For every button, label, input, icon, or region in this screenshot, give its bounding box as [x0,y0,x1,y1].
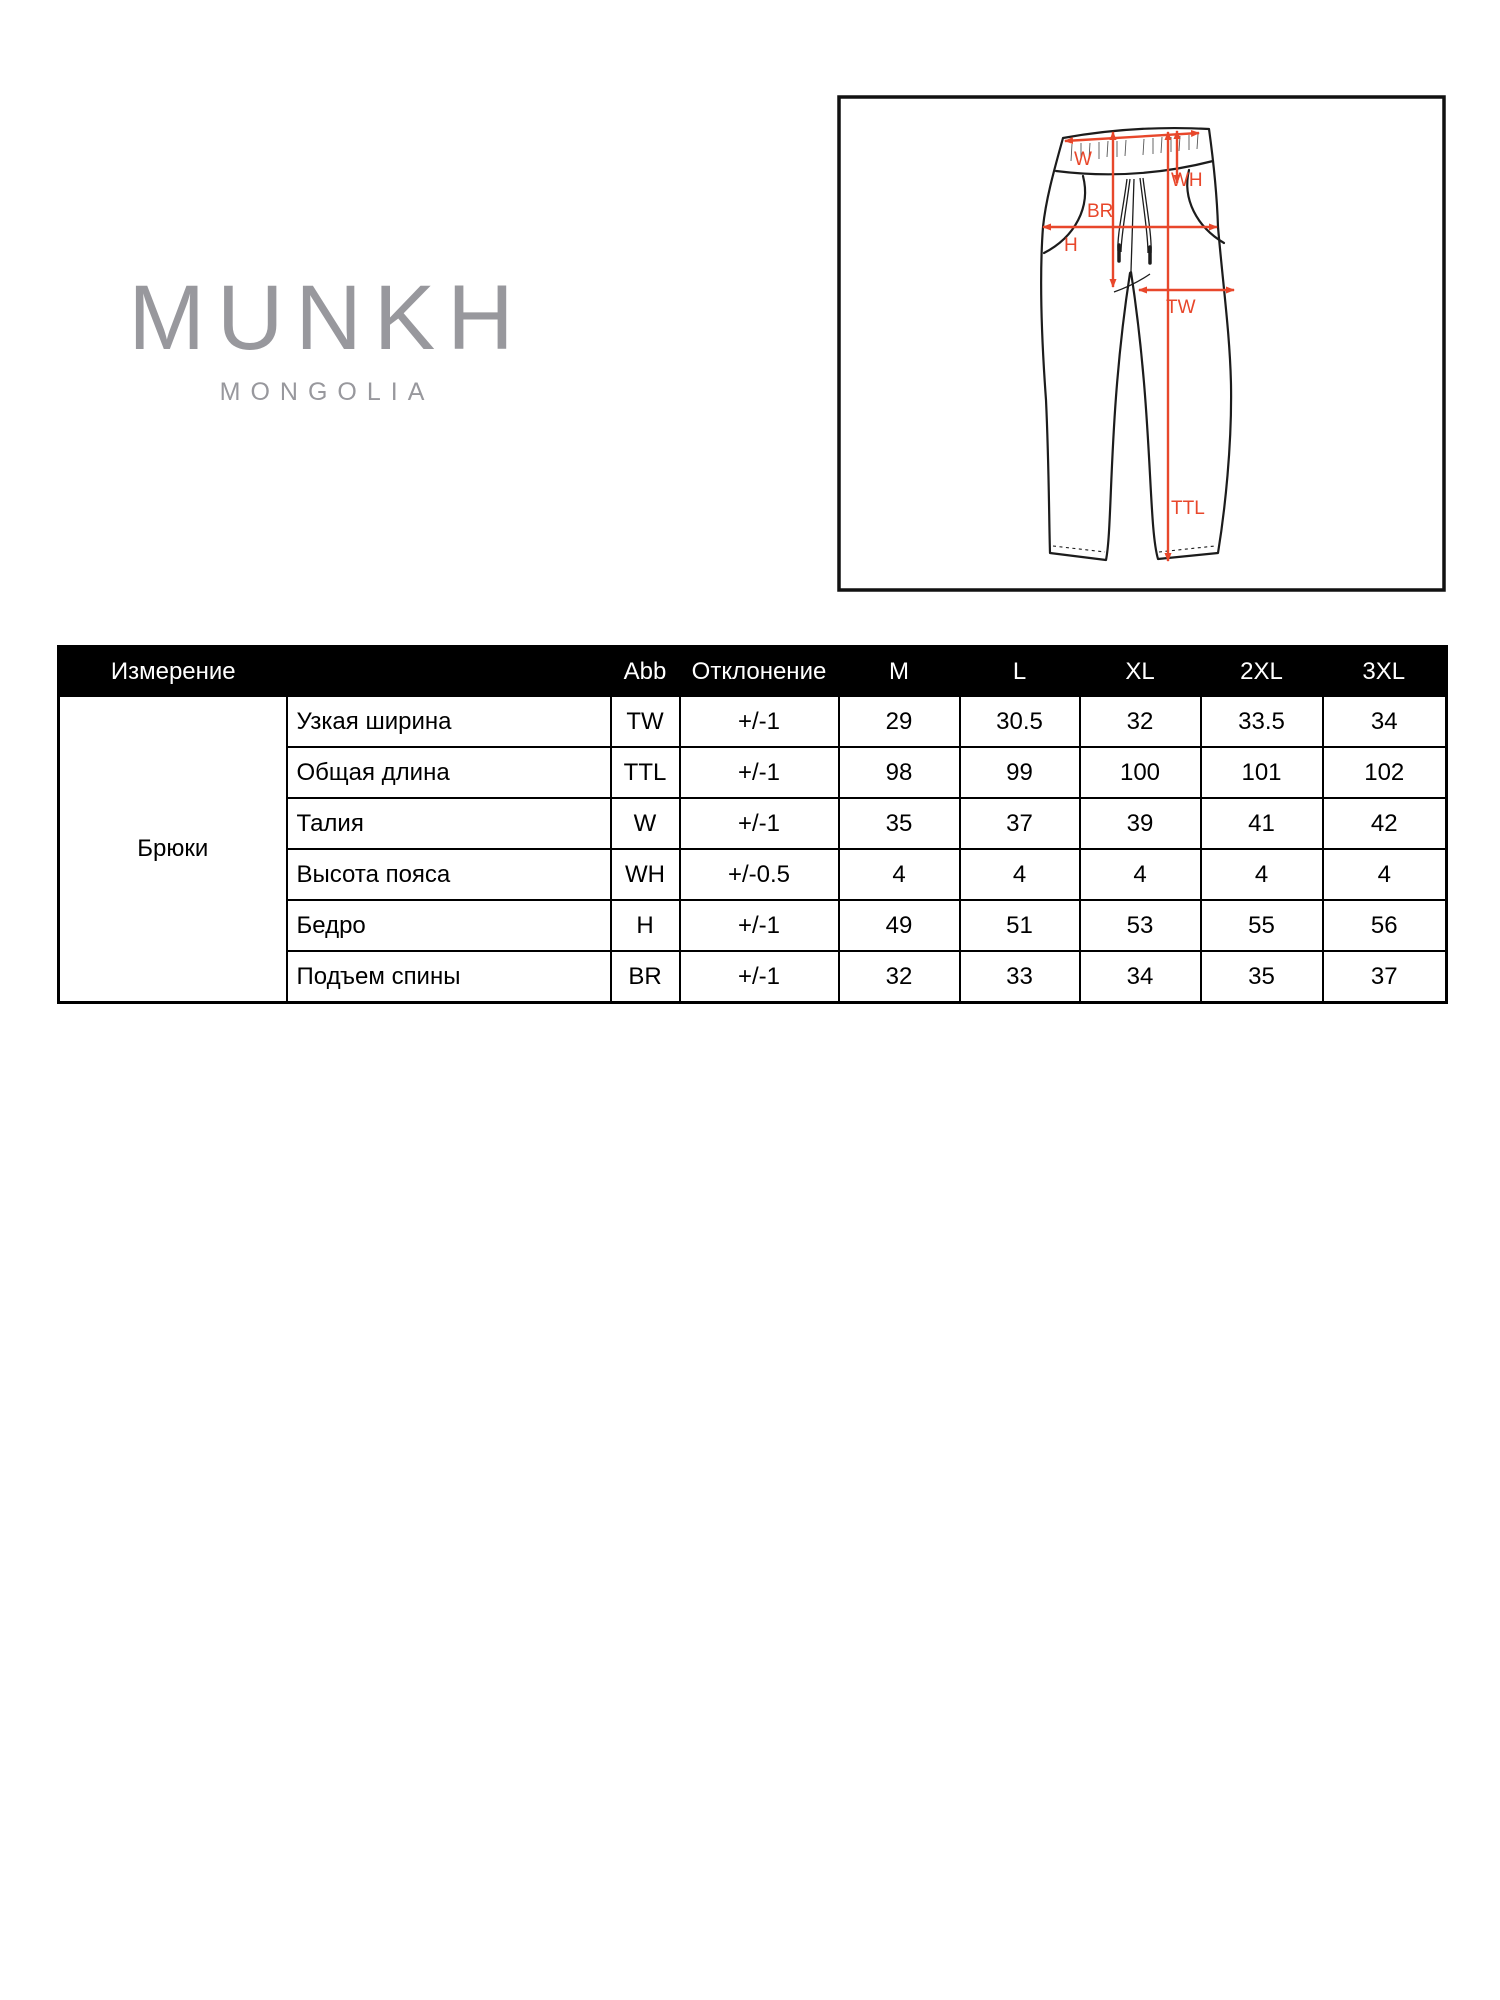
measure-name-cell: Узкая ширина [287,696,611,747]
header-abb: Abb [611,647,680,697]
value-cell: 33 [960,951,1080,1003]
value-cell: 35 [1201,951,1323,1003]
abb-cell: TTL [611,747,680,798]
header-size-m: M [839,647,960,697]
tolerance-cell: +/-1 [680,747,839,798]
value-cell: 102 [1323,747,1447,798]
header-tolerance: Отклонение [680,647,839,697]
label-w: W [1074,149,1092,170]
label-wh: WH [1171,170,1203,191]
table-header-row [59,647,1447,697]
label-tw: TW [1166,297,1196,318]
header-measurement: Измерение [59,647,287,697]
abb-cell: W [611,798,680,849]
label-h: H [1064,235,1078,256]
value-cell: 39 [1080,798,1201,849]
value-cell: 56 [1323,900,1447,951]
value-cell: 53 [1080,900,1201,951]
header-size-l: L [960,647,1080,697]
value-cell: 30.5 [960,696,1080,747]
value-cell: 35 [839,798,960,849]
value-cell: 4 [1080,849,1201,900]
measure-name-cell: Общая длина [287,747,611,798]
tolerance-cell: +/-0.5 [680,849,839,900]
value-cell: 51 [960,900,1080,951]
size-table [57,645,1448,1004]
value-cell: 29 [839,696,960,747]
abb-cell: H [611,900,680,951]
value-cell: 34 [1080,951,1201,1003]
abb-cell: BR [611,951,680,1003]
value-cell: 4 [1323,849,1447,900]
tolerance-cell: +/-1 [680,798,839,849]
value-cell: 4 [839,849,960,900]
abb-cell: WH [611,849,680,900]
header-size-3xl: 3XL [1323,647,1447,697]
value-cell: 98 [839,747,960,798]
logo-sub-text: MONGOLIA [219,378,435,406]
value-cell: 55 [1201,900,1323,951]
value-cell: 32 [1080,696,1201,747]
header-spacer [287,647,611,697]
category-cell: Брюки [59,696,287,1003]
abb-cell: TW [611,696,680,747]
value-cell: 4 [960,849,1080,900]
label-ttl: TTL [1171,498,1205,519]
header-size-xl: XL [1080,647,1201,697]
tolerance-cell: +/-1 [680,951,839,1003]
tolerance-cell: +/-1 [680,900,839,951]
size-diagram [837,95,1446,592]
label-br: BR [1087,201,1114,222]
value-cell: 32 [839,951,960,1003]
value-cell: 34 [1323,696,1447,747]
value-cell: 37 [960,798,1080,849]
measure-name-cell: Высота пояса [287,849,611,900]
value-cell: 42 [1323,798,1447,849]
logo-brand-text: MUNKH [128,267,526,369]
value-cell: 101 [1201,747,1323,798]
brand-logo [120,267,534,407]
header-size-2xl: 2XL [1201,647,1323,697]
value-cell: 33.5 [1201,696,1323,747]
value-cell: 100 [1080,747,1201,798]
tolerance-cell: +/-1 [680,696,839,747]
value-cell: 4 [1201,849,1323,900]
table-row [59,696,1447,747]
value-cell: 99 [960,747,1080,798]
measure-name-cell: Подъем спины [287,951,611,1003]
value-cell: 37 [1323,951,1447,1003]
value-cell: 41 [1201,798,1323,849]
value-cell: 49 [839,900,960,951]
measure-name-cell: Бедро [287,900,611,951]
measure-name-cell: Талия [287,798,611,849]
